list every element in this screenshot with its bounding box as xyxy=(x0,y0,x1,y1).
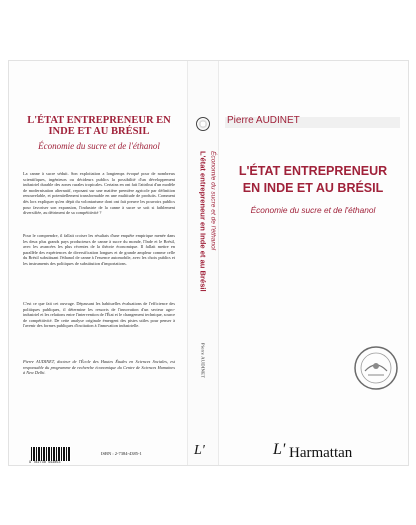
barcode-digits: 9 782738 443853 xyxy=(29,461,61,465)
back-cover-title: L'ÉTAT ENTREPRENEUR EN INDE ET AU BRÉSIL xyxy=(27,115,171,137)
front-title-line: EN INDE ET AU BRÉSIL xyxy=(242,181,384,195)
front-cover xyxy=(217,61,408,465)
publisher-logo-icon: L' xyxy=(273,441,286,458)
back-cover-paragraph: C'est ce que fait cet ouvrage. Dépassant les habituelles évaluations de l'efficience des politiques publiques, il détermine les ressorts de l'innovation d'un secteur agro-industriel et les relations entre l'intervention de l'État et le changement technique, source de compétitivité. De cette analyse originale émergent des pistes utiles pour penser à l'avenir des formes publiques d'incitation à l'innovation industrielle. xyxy=(23,301,176,329)
barcode-icon xyxy=(31,447,71,461)
spine-author: Pierre AUDINET xyxy=(200,343,206,379)
award-seal-icon xyxy=(353,345,399,391)
publisher-name: Harmattan xyxy=(289,445,353,461)
spine-title: L'état entrepreneur en Inde et au Brésil xyxy=(198,151,208,292)
publisher-logo-icon: L' xyxy=(194,443,205,458)
book-cover xyxy=(8,60,409,466)
back-cover-subtitle: Économie du sucre et de l'éthanol xyxy=(38,141,160,151)
back-cover-paragraph: Pour le comprendre, il fallait croiser les résultats d'une enquête empirique menée dans les deux plus grands pays producteurs de canne à sucre du monde, l'Inde et le Brésil, avec les avancées les plus récentes de la théorie économique. Il fallait mettre en parallèle des expériences de diversification longues et de grande ampleur comme celle du Brésil substituant l'éthanol de canne à l'essence automobile, avec les choix publics et les instruments des politiques de substitution d'importations. xyxy=(23,233,175,266)
isbn: ISBN : 2-7384-4385-1 xyxy=(101,451,142,456)
front-author: Pierre AUDINET xyxy=(227,115,300,126)
author-bio: Pierre AUDINET, docteur de l'École des Hautes Études en Sciences Sociales, est responsable du programme de recherche économique du Centre de Sciences Humaines à New Delhi. xyxy=(23,359,175,376)
back-cover-paragraph: La canne à sucre séduit. Son exploitation a longtemps évoqué pour de nombreux scientifiques, ingénieurs ou décideurs publics la possibilité d'un développement industriel durable des zones rurales tropicales. Certains en ont fait l'attribut d'un modèle de modernisation alternatif, reposant sur une matière première agricole par définition renouvelable, et potentiellement transformable en une multitude de produits. Comment dès lors expliquer qu'en dépit du volontarisme dont ont fait preuve les pouvoirs publics pour favoriser son expansion, l'industrie de la canne à sucre se soit si faiblement diversifiée, au détriment de sa compétitivité ? xyxy=(23,171,175,216)
spine xyxy=(187,61,219,465)
front-title-line: L'ÉTAT ENTREPRENEUR xyxy=(238,164,388,178)
front-subtitle: Économie du sucre et de l'éthanol xyxy=(250,205,376,215)
front-title xyxy=(223,163,403,197)
spine-subtitle: Économie du sucre et de l'éthanol xyxy=(209,151,217,251)
back-cover xyxy=(9,61,187,465)
series-logo-icon xyxy=(196,117,210,131)
